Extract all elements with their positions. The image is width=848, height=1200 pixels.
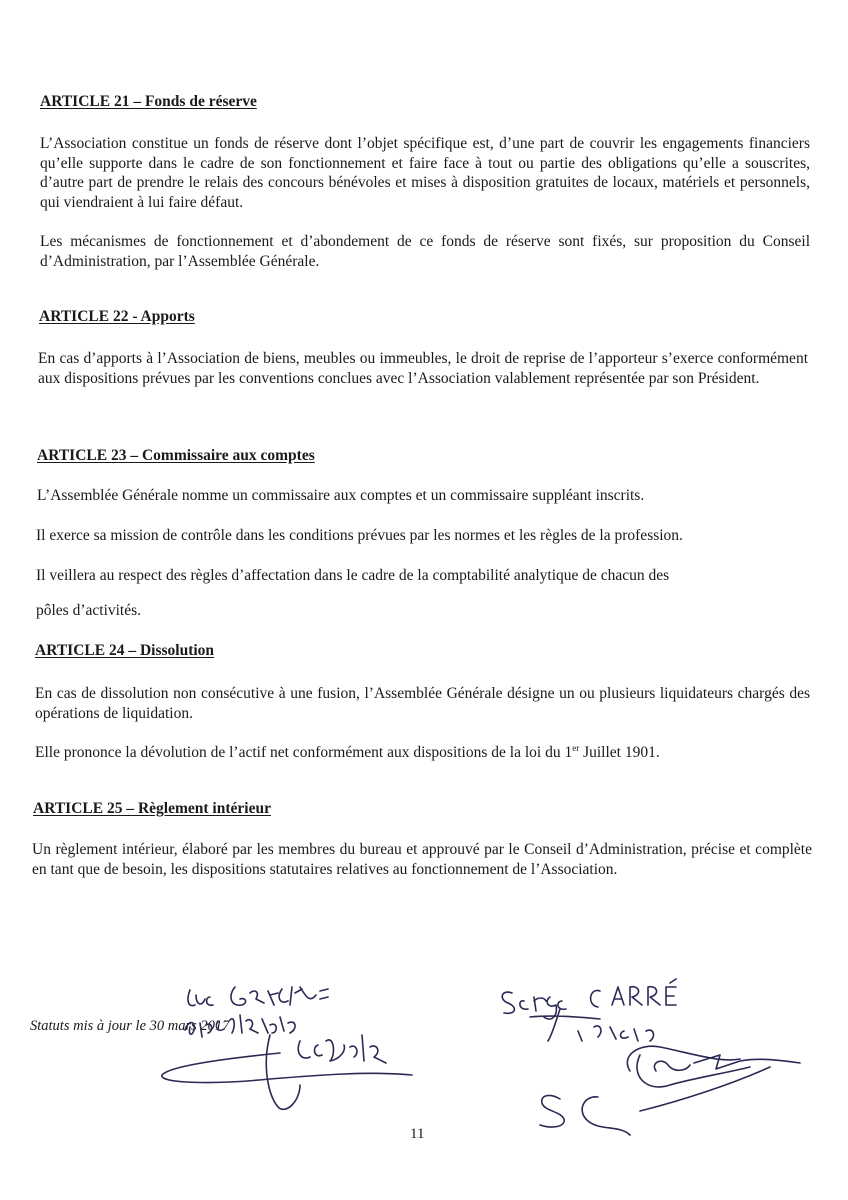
article-24-title: ARTICLE 24 – Dissolution <box>35 642 215 659</box>
page-number: 11 <box>410 1126 425 1142</box>
update-date-note: Statuts mis à jour le 30 mars 2017 <box>30 1018 230 1034</box>
article-21-paragraph-2: Les mécanismes de fonctionnement et d’abondement de ce fonds de réserve sont fixés, sur proposition du Conseil d’Administration, par l’Assemblée Générale. <box>40 233 810 270</box>
article-23-paragraph-3: Il veillera au respect des règles d’affectation dans le cadre de la comptabilité analytique de chacun des <box>36 567 670 584</box>
article-21-paragraph-1: L’Association constitue un fonds de réserve dont l’objet spécifique est, d’une part de couvrir les engagements financiers qu’elle supporte dans le cadre de son fonctionnement et faire face à tout ou partie des obligations qu’elle a souscrites, d’autre part de prendre le relais des concours bénévoles et mises à disposition gratuites de locaux, matériels et personnels, qui viendraient à lui faire défaut. <box>40 135 810 211</box>
treasurer-signature <box>490 975 820 1145</box>
article-21-title: ARTICLE 21 – Fonds de réserve <box>40 93 257 110</box>
article-24-paragraph-2 <box>35 743 660 762</box>
article-23-paragraph-2: Il exerce sa mission de contrôle dans les conditions prévues par les normes et les règles de la profession. <box>36 527 683 544</box>
article-24-paragraph-1: En cas de dissolution non consécutive à une fusion, l’Assemblée Générale désigne un ou plusieurs liquidateurs chargés des opérations de liquidation. <box>35 685 810 722</box>
article-25-title: ARTICLE 25 – Règlement intérieur <box>33 800 271 817</box>
president-signature <box>150 975 420 1120</box>
article-23-paragraph-1: L’Assemblée Générale nomme un commissaire aux comptes et un commissaire suppléant inscrits. <box>37 487 645 504</box>
article-24-superscript: er <box>572 743 580 753</box>
article-23-title: ARTICLE 23 – Commissaire aux comptes <box>37 447 315 464</box>
article-22-title: ARTICLE 22 - Apports <box>39 308 195 325</box>
article-25-paragraph-1: Un règlement intérieur, élaboré par les membres du bureau et approuvé par le Conseil d’Administration, précise et complète en tant que de besoin, les dispositions statutaires relatives au fonctionnement de l’Association. <box>32 841 812 878</box>
article-24-paragraph-2-text: Elle prononce la dévolution de l’actif net conformément aux dispositions de la loi du 1 <box>35 744 573 762</box>
article-22-paragraph-1: En cas d’apports à l’Association de biens, meubles ou immeubles, le droit de reprise de l’apporteur s’exerce conformément aux dispositions prévues par les conventions conclues avec l’Association valablement représentée par son Président. <box>38 350 808 387</box>
article-23-paragraph-4: pôles d’activités. <box>36 602 142 619</box>
article-24-paragraph-2-end: Juillet 1901. <box>579 744 660 762</box>
